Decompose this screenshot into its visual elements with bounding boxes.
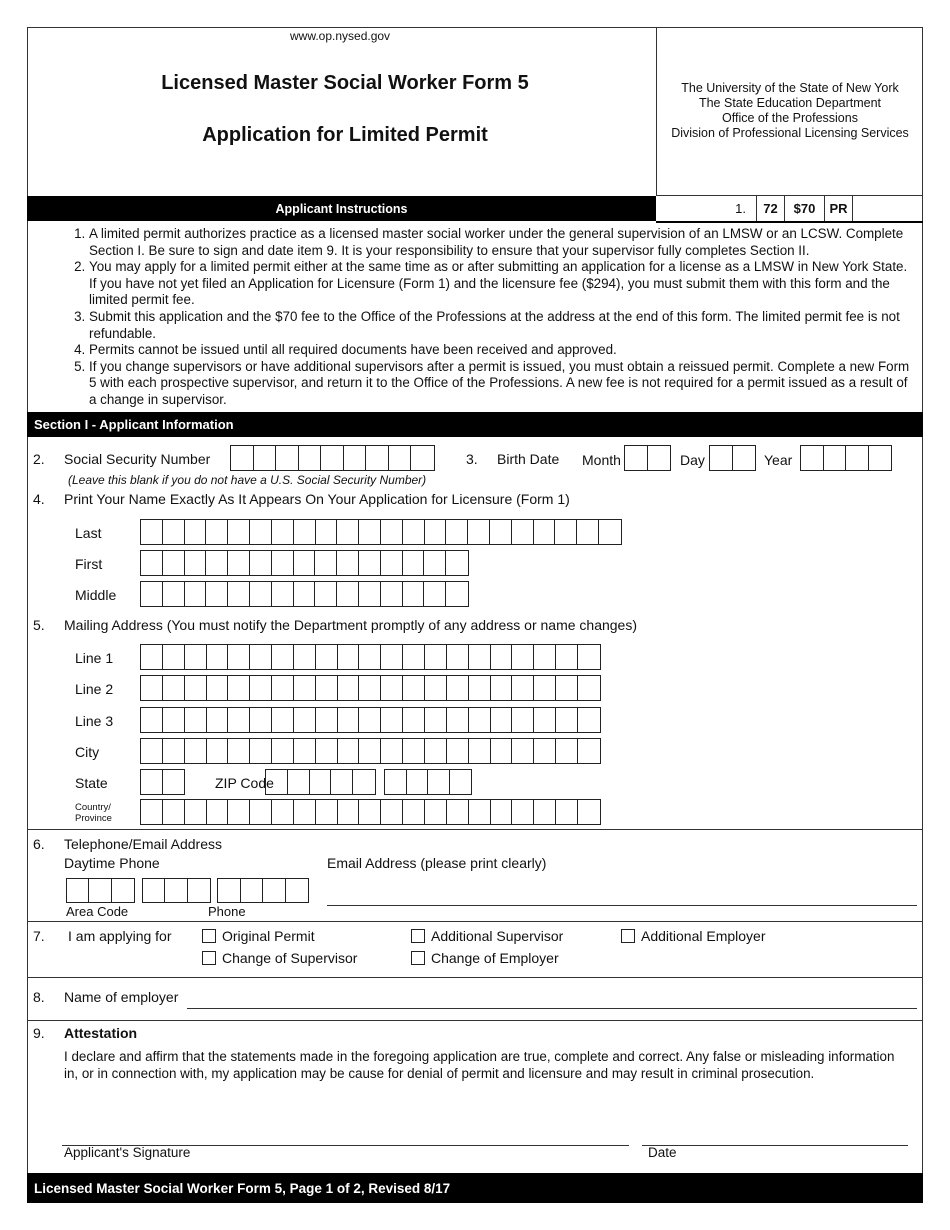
char-box[interactable] [272, 739, 294, 763]
char-box[interactable] [141, 676, 163, 700]
year-boxes[interactable] [800, 445, 892, 471]
char-box[interactable] [359, 676, 381, 700]
year-label: Year [764, 452, 793, 468]
instruction-item: 1. A limited permit authorizes practice as a licensed master social worker under the general supervision of an LMSW or an LCSW. Complete Section I. Be sure to sign and date item 9. It is your responsibility to ensure that your supervisor fully completes Section II. [89, 226, 915, 259]
line1-label: Line 1 [75, 650, 114, 666]
q6-number: 6. [33, 836, 45, 852]
char-box[interactable] [534, 708, 556, 732]
char-box[interactable] [250, 551, 272, 575]
change-employer-checkbox[interactable] [411, 951, 425, 965]
char-box[interactable] [141, 770, 163, 794]
char-box[interactable] [250, 520, 272, 544]
applying-for-label: I am applying for [68, 928, 172, 944]
char-box[interactable] [869, 446, 892, 470]
change-supervisor-checkbox[interactable] [202, 951, 216, 965]
country-label-line2: Province [75, 813, 112, 824]
char-box[interactable] [337, 551, 359, 575]
address-line2-boxes[interactable] [140, 675, 601, 701]
char-box[interactable] [286, 879, 309, 902]
char-box[interactable] [446, 520, 468, 544]
char-box[interactable] [710, 446, 733, 470]
char-box[interactable] [263, 879, 286, 902]
char-box[interactable] [337, 520, 359, 544]
ssn-note: (Leave this blank if you do not have a U.S. Social Security Number) [68, 473, 427, 487]
website-url: www.op.nysed.gov [290, 29, 391, 43]
char-box[interactable] [228, 676, 250, 700]
char-box[interactable] [272, 676, 294, 700]
char-box[interactable] [228, 645, 250, 669]
char-box[interactable] [163, 582, 185, 606]
char-box[interactable] [185, 676, 207, 700]
char-box[interactable] [359, 708, 381, 732]
char-box[interactable] [403, 739, 425, 763]
original-permit-checkbox[interactable] [202, 929, 216, 943]
char-box[interactable] [185, 520, 207, 544]
char-box[interactable] [163, 770, 185, 794]
char-box[interactable] [207, 800, 229, 824]
fee-bottom-line [656, 221, 923, 223]
char-box[interactable] [288, 770, 310, 794]
ssn-boxes[interactable] [230, 445, 435, 471]
instructions-list [27, 226, 923, 409]
char-box[interactable] [188, 879, 210, 902]
address-line3-boxes[interactable] [140, 707, 601, 733]
char-box[interactable] [381, 708, 403, 732]
char-box[interactable] [141, 582, 163, 606]
fee-blank [852, 196, 923, 221]
char-box[interactable] [534, 676, 556, 700]
divider-q8 [27, 977, 923, 978]
date-field[interactable] [642, 1145, 908, 1146]
change-employer-label: Change of Employer [431, 950, 559, 966]
country-boxes[interactable] [140, 799, 601, 825]
char-box[interactable] [272, 708, 294, 732]
daytime-phone-label: Daytime Phone [64, 855, 160, 871]
employer-name-field[interactable] [187, 1008, 917, 1009]
char-box[interactable] [185, 739, 207, 763]
char-box[interactable] [276, 446, 299, 470]
char-box[interactable] [469, 739, 491, 763]
birth-date-label: Birth Date [497, 451, 560, 467]
fee-code: 72 [756, 196, 784, 221]
char-box[interactable] [294, 551, 316, 575]
char-box[interactable] [403, 520, 425, 544]
char-box[interactable] [469, 676, 491, 700]
char-box[interactable] [447, 739, 469, 763]
char-box[interactable] [424, 551, 446, 575]
state-boxes[interactable] [140, 769, 185, 795]
instructions-bar: Applicant Instructions [27, 196, 656, 221]
char-box[interactable] [403, 800, 425, 824]
additional-employer-checkbox[interactable] [621, 929, 635, 943]
q2-number: 2. [33, 451, 45, 467]
char-box[interactable] [389, 446, 412, 470]
city-label: City [75, 744, 100, 760]
char-box[interactable] [447, 800, 469, 824]
char-box[interactable] [450, 770, 472, 794]
char-box[interactable] [163, 800, 185, 824]
q3-number: 3. [466, 451, 478, 467]
char-box[interactable] [446, 551, 468, 575]
char-box[interactable] [403, 551, 425, 575]
char-box[interactable] [428, 770, 450, 794]
org-line: The University of the State of New York [681, 81, 899, 95]
char-box[interactable] [447, 676, 469, 700]
char-box[interactable] [141, 800, 163, 824]
q8-number: 8. [33, 989, 45, 1005]
instruction-item: 3. Submit this application and the $70 fee to the Office of the Professions at the address at the end of this form. The limited permit fee is not refundable. [89, 309, 915, 342]
char-box[interactable] [338, 676, 360, 700]
char-box[interactable] [512, 800, 534, 824]
last-name-label: Last [75, 525, 102, 541]
section1-bar: Section I - Applicant Information [27, 412, 923, 437]
char-box[interactable] [185, 800, 207, 824]
char-box[interactable] [272, 645, 294, 669]
char-box[interactable] [250, 582, 272, 606]
q5-number: 5. [33, 617, 45, 633]
employer-label: Name of employer [64, 989, 179, 1005]
char-box[interactable] [469, 645, 491, 669]
char-box[interactable] [165, 879, 187, 902]
char-box[interactable] [206, 520, 228, 544]
char-box[interactable] [578, 676, 600, 700]
char-box[interactable] [625, 446, 648, 470]
form-subtitle: Application for Limited Permit [202, 124, 488, 146]
char-box[interactable] [381, 582, 403, 606]
char-box[interactable] [338, 708, 360, 732]
zip-plus4-boxes[interactable] [384, 769, 472, 795]
original-permit-label: Original Permit [222, 928, 315, 944]
phone-prefix-boxes[interactable] [142, 878, 211, 903]
fee-amount: $70 [784, 196, 824, 221]
org-line: Division of Professional Licensing Services [671, 126, 909, 140]
char-box[interactable] [294, 739, 316, 763]
email-label: Email Address (please print clearly) [327, 855, 547, 871]
char-box[interactable] [491, 645, 513, 669]
char-box[interactable] [555, 520, 577, 544]
zip-boxes[interactable] [265, 769, 376, 795]
char-box[interactable] [250, 708, 272, 732]
char-box[interactable] [534, 645, 556, 669]
char-box[interactable] [185, 708, 207, 732]
char-box[interactable] [403, 676, 425, 700]
char-box[interactable] [272, 582, 294, 606]
additional-supervisor-checkbox[interactable] [411, 929, 425, 943]
char-box[interactable] [425, 800, 447, 824]
char-box[interactable] [250, 645, 272, 669]
char-box[interactable] [491, 708, 513, 732]
divider-q7 [27, 921, 923, 922]
char-box[interactable] [359, 582, 381, 606]
char-box[interactable] [207, 645, 229, 669]
char-box[interactable] [556, 800, 578, 824]
char-box[interactable] [316, 645, 338, 669]
phone-label: Phone [208, 904, 246, 919]
additional-employer-label: Additional Employer [641, 928, 766, 944]
char-box[interactable] [425, 645, 447, 669]
char-box[interactable] [185, 582, 207, 606]
change-supervisor-label: Change of Supervisor [222, 950, 358, 966]
char-box[interactable] [599, 520, 621, 544]
char-box[interactable] [241, 879, 264, 902]
char-box[interactable] [228, 800, 250, 824]
char-box[interactable] [316, 800, 338, 824]
divider-q6 [27, 829, 923, 830]
char-box[interactable] [185, 645, 207, 669]
char-box[interactable] [446, 582, 468, 606]
char-box[interactable] [141, 708, 163, 732]
char-box[interactable] [425, 708, 447, 732]
char-box[interactable] [381, 645, 403, 669]
line2-label: Line 2 [75, 681, 114, 697]
char-box[interactable] [228, 551, 250, 575]
char-box[interactable] [824, 446, 847, 470]
char-box[interactable] [218, 879, 241, 902]
char-box[interactable] [381, 739, 403, 763]
char-box[interactable] [338, 645, 360, 669]
char-box[interactable] [425, 739, 447, 763]
char-box[interactable] [381, 800, 403, 824]
char-box[interactable] [411, 446, 434, 470]
char-box[interactable] [266, 770, 288, 794]
char-box[interactable] [207, 708, 229, 732]
middle-name-boxes[interactable] [140, 581, 469, 607]
char-box[interactable] [403, 645, 425, 669]
char-box[interactable] [315, 551, 337, 575]
char-box[interactable] [424, 582, 446, 606]
attestation-heading: Attestation [64, 1025, 138, 1041]
q9-number: 9. [33, 1025, 45, 1041]
day-label: Day [680, 452, 705, 468]
telephone-label: Telephone/Email Address [64, 836, 222, 852]
form-title: Licensed Master Social Worker Form 5 [161, 72, 529, 94]
instruction-item: 5. If you change supervisors or have additional supervisors after a permit is issued, you must obtain a reissued permit. Complete a new Form 5 with each prospective supervisor, and return it to the Office of the Professions. A new fee is not required for a permit issued as a result of a change in supervisor. [89, 359, 915, 409]
char-box[interactable] [578, 708, 600, 732]
char-box[interactable] [163, 551, 185, 575]
char-box[interactable] [321, 446, 344, 470]
middle-name-label: Middle [75, 587, 117, 603]
char-box[interactable] [578, 645, 600, 669]
char-box[interactable] [294, 676, 316, 700]
zip-label: ZIP Code [215, 775, 274, 791]
ssn-label: Social Security Number [64, 451, 211, 467]
char-box[interactable] [299, 446, 322, 470]
char-box[interactable] [447, 645, 469, 669]
char-box[interactable] [556, 676, 578, 700]
char-box[interactable] [534, 739, 556, 763]
attestation-text: I declare and affirm that the statements made in the foregoing application are true, complete and correct. Any false or misleading information in, or in connection with, my application may be cause for denial of permit and licensure and may result in criminal prosecution. [64, 1049, 895, 1081]
char-box[interactable] [359, 800, 381, 824]
char-box[interactable] [447, 708, 469, 732]
char-box[interactable] [733, 446, 756, 470]
char-box[interactable] [359, 739, 381, 763]
char-box[interactable] [381, 676, 403, 700]
char-box[interactable] [512, 645, 534, 669]
char-box[interactable] [207, 676, 229, 700]
char-box[interactable] [490, 520, 512, 544]
name-label: Print Your Name Exactly As It Appears On Your Application for Licensure (Form 1) [64, 491, 570, 507]
char-box[interactable] [112, 879, 134, 902]
char-box[interactable] [163, 708, 185, 732]
fee-type: PR [824, 196, 852, 221]
char-box[interactable] [185, 551, 207, 575]
q7-number: 7. [33, 928, 45, 944]
area-code-boxes[interactable] [66, 878, 135, 903]
char-box[interactable] [337, 582, 359, 606]
char-box[interactable] [403, 708, 425, 732]
char-box[interactable] [512, 739, 534, 763]
address-line1-boxes[interactable] [140, 644, 601, 670]
char-box[interactable] [338, 800, 360, 824]
city-boxes[interactable] [140, 738, 601, 764]
char-box[interactable] [206, 582, 228, 606]
first-name-label: First [75, 556, 103, 572]
char-box[interactable] [366, 446, 389, 470]
char-box[interactable] [512, 676, 534, 700]
char-box[interactable] [163, 676, 185, 700]
char-box[interactable] [315, 582, 337, 606]
char-box[interactable] [316, 739, 338, 763]
char-box[interactable] [89, 879, 111, 902]
char-box[interactable] [141, 739, 163, 763]
char-box[interactable] [141, 551, 163, 575]
day-boxes[interactable] [709, 445, 756, 471]
char-box[interactable] [491, 800, 513, 824]
char-box[interactable] [801, 446, 824, 470]
char-box[interactable] [67, 879, 89, 902]
first-name-boxes[interactable] [140, 550, 469, 576]
char-box[interactable] [556, 645, 578, 669]
char-box[interactable] [316, 708, 338, 732]
date-label: Date [648, 1145, 677, 1160]
char-box[interactable] [316, 520, 338, 544]
instruction-item: 4. Permits cannot be issued until all required documents have been received and approved. [89, 342, 915, 359]
additional-supervisor-label: Additional Supervisor [431, 928, 564, 944]
char-box[interactable] [578, 800, 600, 824]
char-box[interactable] [512, 708, 534, 732]
char-box[interactable] [272, 520, 294, 544]
char-box[interactable] [381, 551, 403, 575]
char-box[interactable] [407, 770, 429, 794]
char-box[interactable] [294, 800, 316, 824]
char-box[interactable] [231, 446, 254, 470]
char-box[interactable] [310, 770, 332, 794]
char-box[interactable] [294, 582, 316, 606]
char-box[interactable] [425, 676, 447, 700]
q4-number: 4. [33, 491, 45, 507]
char-box[interactable] [469, 708, 491, 732]
char-box[interactable] [425, 520, 447, 544]
char-box[interactable] [250, 800, 272, 824]
char-box[interactable] [359, 645, 381, 669]
char-box[interactable] [512, 520, 534, 544]
email-field[interactable] [327, 905, 917, 906]
char-box[interactable] [272, 800, 294, 824]
char-box[interactable] [141, 645, 163, 669]
char-box[interactable] [403, 582, 425, 606]
char-box[interactable] [207, 739, 229, 763]
char-box[interactable] [294, 520, 316, 544]
char-box[interactable] [250, 676, 272, 700]
line3-label: Line 3 [75, 713, 114, 729]
char-box[interactable] [143, 879, 165, 902]
country-label [75, 802, 112, 824]
char-box[interactable] [578, 739, 600, 763]
char-box[interactable] [534, 800, 556, 824]
char-box[interactable] [534, 520, 556, 544]
char-box[interactable] [468, 520, 490, 544]
char-box[interactable] [250, 739, 272, 763]
char-box[interactable] [648, 446, 671, 470]
char-box[interactable] [469, 800, 491, 824]
char-box[interactable] [206, 551, 228, 575]
char-box[interactable] [385, 770, 407, 794]
char-box[interactable] [254, 446, 277, 470]
char-box[interactable] [353, 770, 375, 794]
country-label-line1: Country/ [75, 802, 111, 813]
org-line: The State Education Department [698, 96, 882, 110]
char-box[interactable] [577, 520, 599, 544]
divider-q9 [27, 1020, 923, 1021]
char-box[interactable] [272, 551, 294, 575]
address-label: Mailing Address (You must notify the Department promptly of any address or name changes) [64, 617, 637, 633]
char-box[interactable] [381, 520, 403, 544]
fee-item-number: 1. [735, 201, 746, 216]
char-box[interactable] [163, 645, 185, 669]
char-box[interactable] [228, 520, 250, 544]
last-name-boxes[interactable] [140, 519, 622, 545]
char-box[interactable] [163, 739, 185, 763]
state-label: State [75, 775, 108, 791]
phone-line-boxes[interactable] [217, 878, 309, 903]
char-box[interactable] [294, 708, 316, 732]
char-box[interactable] [359, 551, 381, 575]
char-box[interactable] [359, 520, 381, 544]
char-box[interactable] [331, 770, 353, 794]
footer-bar: Licensed Master Social Worker Form 5, Page 1 of 2, Revised 8/17 [27, 1173, 923, 1203]
signature-label: Applicant's Signature [64, 1145, 191, 1160]
char-box[interactable] [344, 446, 367, 470]
char-box[interactable] [228, 582, 250, 606]
char-box[interactable] [846, 446, 869, 470]
char-box[interactable] [163, 520, 185, 544]
month-boxes[interactable] [624, 445, 671, 471]
char-box[interactable] [228, 739, 250, 763]
area-code-label: Area Code [66, 904, 129, 919]
char-box[interactable] [556, 739, 578, 763]
char-box[interactable] [338, 739, 360, 763]
char-box[interactable] [556, 708, 578, 732]
org-block [657, 81, 923, 141]
char-box[interactable] [316, 676, 338, 700]
month-label: Month [582, 452, 621, 468]
char-box[interactable] [228, 708, 250, 732]
char-box[interactable] [491, 676, 513, 700]
char-box[interactable] [141, 520, 163, 544]
char-box[interactable] [294, 645, 316, 669]
instruction-item: 2. You may apply for a limited permit either at the same time as or after submitting an application for a license as a LMSW in New York State. If you have not yet filed an Application for Licensure (Form 1) and the licensure fee ($294), you must submit them with this form and the limited permit fee. [89, 259, 915, 309]
org-line: Office of the Professions [722, 111, 858, 125]
char-box[interactable] [491, 739, 513, 763]
